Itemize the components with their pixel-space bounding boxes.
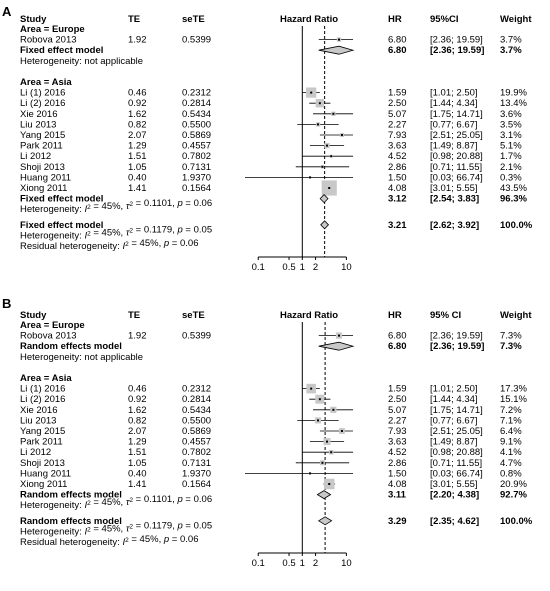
header-weight: Weight xyxy=(500,310,532,321)
te-value: 0.40 xyxy=(128,468,147,480)
te-value: 1.29 xyxy=(128,140,147,152)
weight-value: 7.3% xyxy=(500,330,522,342)
model-label: Random effects model xyxy=(20,515,122,527)
hr-value: 3.63 xyxy=(388,436,407,448)
sete-value: 0.4557 xyxy=(182,140,212,152)
ci-value: [3.01; 5.55] xyxy=(430,479,478,490)
model-label: Fixed effect model xyxy=(20,193,104,205)
hr-value: 1.50 xyxy=(388,172,407,184)
te-value: 0.92 xyxy=(128,98,147,110)
summary-diamond xyxy=(317,491,330,499)
study-label: Li (1) 2016 xyxy=(20,383,66,395)
hr-value: 6.80 xyxy=(388,330,407,342)
ci-value: [0.77; 6.67] xyxy=(430,415,478,427)
hr-value: 3.29 xyxy=(388,515,407,527)
header-sete: seTE xyxy=(182,14,205,25)
ci-value: [0.71; 11.55] xyxy=(430,457,483,469)
ci-value: [0.98; 20.88] xyxy=(430,447,483,459)
sete-value: 0.5434 xyxy=(182,404,212,416)
ci-value: [1.44; 4.34] xyxy=(430,394,478,406)
x-tick-label: 2 xyxy=(312,262,319,273)
ci-value: [0.98; 20.88] xyxy=(430,151,483,163)
point-estimate xyxy=(341,430,343,432)
point-estimate xyxy=(330,451,332,453)
te-value: 1.62 xyxy=(128,108,147,120)
sete-value: 0.5434 xyxy=(182,108,212,120)
te-value: 1.92 xyxy=(128,330,147,342)
hr-value: 1.50 xyxy=(388,468,407,480)
heterogeneity-stats: Heterogeneity: $I^2 = 45\%$, $\tau^2 = 0.1101$, p = 0.06 xyxy=(20,198,213,216)
ci-value: [2.62; 3.92] xyxy=(430,219,480,231)
sete-value: 0.1564 xyxy=(182,183,212,194)
ci-value: [2.36; 19.59] xyxy=(430,341,485,353)
hr-value: 1.59 xyxy=(388,87,407,99)
te-value: 1.05 xyxy=(128,457,147,469)
study-label: Yang 2015 xyxy=(20,426,66,437)
weight-value: 5.1% xyxy=(500,140,522,152)
heterogeneity-stats: Heterogeneity: $I^2 = 45\%$, $\tau^2 = 0.1179$, p = 0.05 xyxy=(20,520,213,538)
point-estimate xyxy=(326,145,328,147)
weight-value: 0.3% xyxy=(500,172,522,184)
te-value: 0.46 xyxy=(128,383,147,395)
point-estimate xyxy=(309,176,311,178)
group-label: Area = Asia xyxy=(20,77,72,88)
weight-value: 7.3% xyxy=(500,341,522,353)
header-sete: seTE xyxy=(182,310,205,321)
weight-value: 0.8% xyxy=(500,468,522,480)
weight-value: 13.4% xyxy=(500,98,527,110)
hr-value: 2.50 xyxy=(388,394,407,406)
summary-diamond xyxy=(321,221,329,229)
study-label: Xiong 2011 xyxy=(20,479,68,490)
weight-value: 4.1% xyxy=(500,447,522,459)
ci-value: [1.75; 14.71] xyxy=(430,108,483,120)
header-study: Study xyxy=(20,310,47,321)
x-tick-label: 2 xyxy=(312,558,319,569)
weight-value: 3.5% xyxy=(500,119,522,131)
ci-value: [1.49; 8.87] xyxy=(430,140,478,152)
summary-diamond xyxy=(319,46,353,54)
study-label: Liu 2013 xyxy=(20,119,57,131)
study-label: Shoji 2013 xyxy=(20,161,65,173)
hr-value: 6.80 xyxy=(388,341,407,353)
study-label: Robova 2013 xyxy=(20,330,77,342)
te-value: 1.41 xyxy=(128,479,147,490)
weight-value: 43.5% xyxy=(500,183,527,194)
weight-value: 15.1% xyxy=(500,394,527,406)
x-tick-label: 1 xyxy=(299,558,305,569)
x-tick-label: 0.5 xyxy=(282,558,296,569)
sete-value: 0.4557 xyxy=(182,436,212,448)
ci-value: [2.35; 4.62] xyxy=(430,515,480,527)
header-plot: Hazard Ratio xyxy=(279,310,339,321)
study-label: Liu 2013 xyxy=(20,415,57,427)
x-tick-label: 1 xyxy=(299,262,305,273)
header-study: Study xyxy=(20,14,47,25)
ci-value: [1.49; 8.87] xyxy=(430,436,478,448)
ci-value: [2.36; 19.59] xyxy=(430,34,483,46)
heterogeneity-stats: Heterogeneity: $I^2 = 45\%$, $\tau^2 = 0.1179$, p = 0.05 xyxy=(20,224,213,242)
weight-value: 19.9% xyxy=(500,87,527,99)
hr-value: 4.08 xyxy=(388,479,407,490)
header-weight: Weight xyxy=(500,14,532,25)
header-plot: Hazard Ratio xyxy=(279,14,339,25)
weight-value: 100.0% xyxy=(500,515,533,527)
point-estimate xyxy=(341,134,343,136)
hr-value: 2.27 xyxy=(388,119,407,131)
x-tick-label: 0.5 xyxy=(282,262,296,273)
study-label: Xiong 2011 xyxy=(20,183,68,194)
header-hr: HR xyxy=(388,310,402,321)
ci-value: [1.44; 4.34] xyxy=(430,98,478,110)
hr-value: 6.80 xyxy=(388,34,407,46)
sete-value: 0.7802 xyxy=(182,151,212,163)
te-value: 0.82 xyxy=(128,415,147,427)
panel-b xyxy=(2,296,533,569)
study-label: Li 2012 xyxy=(20,447,52,459)
point-estimate xyxy=(332,113,334,115)
te-value: 1.92 xyxy=(128,34,147,46)
header-te: TE xyxy=(128,310,141,321)
te-value: 1.05 xyxy=(128,161,147,173)
hr-value: 5.07 xyxy=(388,108,407,120)
summary-diamond xyxy=(319,517,332,525)
point-estimate xyxy=(321,462,323,464)
te-value: 1.51 xyxy=(128,151,147,163)
weight-value: 2.1% xyxy=(500,161,522,173)
te-value: 1.41 xyxy=(128,183,147,194)
weight-value: 1.7% xyxy=(500,151,522,163)
header-ci: 95% CI xyxy=(430,310,462,321)
study-label: Huang 2011 xyxy=(20,468,72,480)
point-estimate xyxy=(330,155,332,157)
sete-value: 0.5399 xyxy=(182,330,212,342)
point-estimate xyxy=(310,388,312,390)
hr-value: 2.27 xyxy=(388,415,407,427)
hr-value: 3.11 xyxy=(388,489,406,501)
ci-value: [2.36; 19.59] xyxy=(430,330,483,342)
hr-value: 7.93 xyxy=(388,426,407,437)
header-te: TE xyxy=(128,14,141,25)
heterogeneity-stats: Residual heterogeneity: $I^2 = 45\%$, p = 0.06 xyxy=(20,534,199,548)
te-value: 2.07 xyxy=(128,426,147,437)
hr-value: 6.80 xyxy=(388,45,407,57)
ci-value: [2.20; 4.38] xyxy=(430,489,480,501)
weight-value: 3.6% xyxy=(500,108,522,120)
sete-value: 0.2814 xyxy=(182,98,212,110)
study-label: Li (2) 2016 xyxy=(20,394,66,406)
sete-value: 0.7131 xyxy=(182,457,212,469)
sete-value: 1.9370 xyxy=(182,468,212,480)
te-value: 1.51 xyxy=(128,447,147,459)
weight-value: 3.1% xyxy=(500,130,522,141)
hr-value: 4.52 xyxy=(388,151,407,163)
x-tick-label: 10 xyxy=(341,262,352,273)
study-label: Li (2) 2016 xyxy=(20,98,66,110)
hr-value: 3.21 xyxy=(388,219,407,231)
ci-value: [0.77; 6.67] xyxy=(430,119,478,131)
point-estimate xyxy=(332,409,334,411)
heterogeneity-stats: Residual heterogeneity: $I^2 = 45\%$, p = 0.06 xyxy=(20,238,199,252)
ci-value: [0.71; 11.55] xyxy=(430,161,483,173)
point-estimate xyxy=(317,123,319,125)
sete-value: 0.5500 xyxy=(182,119,212,131)
point-estimate xyxy=(321,166,323,168)
study-label: Huang 2011 xyxy=(20,172,72,184)
study-label: Yang 2015 xyxy=(20,130,66,141)
point-estimate xyxy=(338,39,340,41)
ci-value: [0.03; 66.74] xyxy=(430,172,483,184)
ci-value: [3.01; 5.55] xyxy=(430,183,478,194)
group-label: Area = Europe xyxy=(20,320,85,331)
te-value: 2.07 xyxy=(128,130,147,141)
panel-letter: A xyxy=(2,4,12,19)
hr-value: 2.86 xyxy=(388,161,407,173)
sete-value: 0.5500 xyxy=(182,415,212,427)
point-estimate xyxy=(310,92,312,94)
study-label: Shoji 2013 xyxy=(20,457,65,469)
ci-value: [1.01; 2.50] xyxy=(430,383,478,395)
te-value: 0.82 xyxy=(128,119,147,131)
model-label: Fixed effect model xyxy=(20,45,104,57)
study-label: Xie 2016 xyxy=(20,108,58,120)
ci-value: [2.51; 25.05] xyxy=(430,426,483,437)
te-value: 0.40 xyxy=(128,172,147,184)
weight-value: 92.7% xyxy=(500,489,527,501)
ci-value: [2.51; 25.05] xyxy=(430,130,483,141)
summary-diamond xyxy=(319,342,353,350)
point-estimate xyxy=(338,335,340,337)
weight-value: 100.0% xyxy=(500,219,533,231)
study-label: Li (1) 2016 xyxy=(20,87,66,99)
hr-value: 5.07 xyxy=(388,404,407,416)
point-estimate xyxy=(309,472,311,474)
hr-value: 4.52 xyxy=(388,447,407,459)
weight-value: 17.3% xyxy=(500,383,527,395)
sete-value: 0.2814 xyxy=(182,394,212,406)
x-tick-label: 10 xyxy=(341,558,352,569)
ci-value: [1.01; 2.50] xyxy=(430,87,478,99)
sete-value: 0.2312 xyxy=(182,383,212,395)
heterogeneity-text: Heterogeneity: not applicable xyxy=(20,351,144,363)
weight-value: 9.1% xyxy=(500,436,522,448)
header-ci: 95%CI xyxy=(430,14,459,25)
hr-value: 1.59 xyxy=(388,383,407,395)
ci-value: [2.36; 19.59] xyxy=(430,45,485,57)
weight-value: 6.4% xyxy=(500,426,522,437)
ci-value: [0.03; 66.74] xyxy=(430,468,483,480)
ci-value: [1.75; 14.71] xyxy=(430,404,483,416)
point-estimate xyxy=(326,441,328,443)
group-label: Area = Asia xyxy=(20,373,72,384)
hr-value: 3.12 xyxy=(388,193,407,205)
hr-value: 2.86 xyxy=(388,457,407,469)
weight-value: 4.7% xyxy=(500,457,522,469)
model-label: Fixed effect model xyxy=(20,219,104,231)
weight-value: 3.7% xyxy=(500,45,522,57)
sete-value: 0.1564 xyxy=(182,479,212,490)
weight-value: 3.7% xyxy=(500,34,522,46)
weight-value: 96.3% xyxy=(500,193,527,205)
sete-value: 0.5399 xyxy=(182,34,212,46)
x-tick-label: 0.1 xyxy=(251,558,265,569)
heterogeneity-text: Heterogeneity: not applicable xyxy=(20,55,144,67)
weight-value: 7.1% xyxy=(500,415,522,427)
heterogeneity-stats: Heterogeneity: $I^2 = 45\%$, $\tau^2 = 0.1101$, p = 0.06 xyxy=(20,494,213,512)
point-estimate xyxy=(317,419,319,421)
weight-value: 7.2% xyxy=(500,404,522,416)
hr-value: 3.63 xyxy=(388,140,407,152)
ci-value: [2.54; 3.83] xyxy=(430,193,480,205)
model-label: Random effects model xyxy=(20,341,122,353)
sete-value: 0.7802 xyxy=(182,447,212,459)
sete-value: 1.9370 xyxy=(182,172,212,184)
study-label: Li 2012 xyxy=(20,151,52,163)
hr-value: 7.93 xyxy=(388,130,407,141)
point-estimate xyxy=(328,483,330,485)
sete-value: 0.5869 xyxy=(182,130,212,141)
summary-diamond xyxy=(320,195,328,203)
sete-value: 0.2312 xyxy=(182,87,212,99)
study-label: Park 2011 xyxy=(20,140,63,152)
group-label: Area = Europe xyxy=(20,24,85,35)
point-estimate xyxy=(328,187,330,189)
study-label: Xie 2016 xyxy=(20,404,58,416)
study-label: Park 2011 xyxy=(20,436,63,448)
study-label: Robova 2013 xyxy=(20,34,77,46)
sete-value: 0.7131 xyxy=(182,161,212,173)
point-estimate xyxy=(319,398,321,400)
te-value: 1.29 xyxy=(128,436,147,448)
panel-a xyxy=(2,4,533,273)
header-hr: HR xyxy=(388,14,402,25)
sete-value: 0.5869 xyxy=(182,426,212,437)
te-value: 0.92 xyxy=(128,394,147,406)
hr-value: 2.50 xyxy=(388,98,407,110)
x-tick-label: 0.1 xyxy=(251,262,265,273)
weight-value: 20.9% xyxy=(500,479,527,490)
model-label: Random effects model xyxy=(20,489,122,501)
te-value: 0.46 xyxy=(128,87,147,99)
te-value: 1.62 xyxy=(128,404,147,416)
panel-letter: B xyxy=(2,296,12,311)
hr-value: 4.08 xyxy=(388,183,407,194)
point-estimate xyxy=(319,102,321,104)
